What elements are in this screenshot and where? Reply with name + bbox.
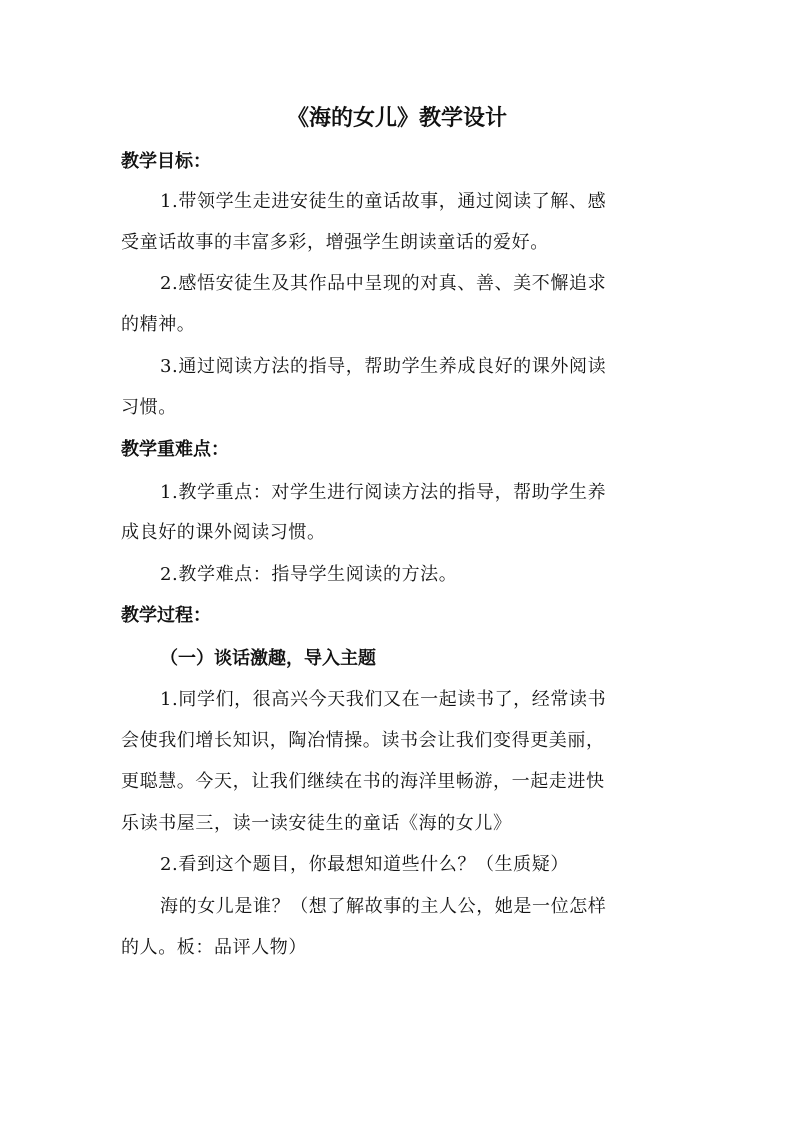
- process-para-3-line-1: 海的女儿是谁？（想了解故事的主人公，她是一位怎样: [160, 896, 607, 917]
- process-para-1-line-2: 会使我们增长知识，陶冶情操。读书会让我们变得更美丽，: [121, 730, 605, 751]
- document-title: 《海的女儿》教学设计: [286, 105, 507, 131]
- goal-3-line-2: 习惯。: [121, 397, 177, 418]
- goal-2-line-2: 的精神。: [121, 314, 196, 335]
- goal-1-line-1: 1.带领学生走进安徒生的童话故事，通过阅读了解、感: [160, 191, 607, 212]
- key-point-1-line-1: 1.教学重点：对学生进行阅读方法的指导，帮助学生养: [160, 482, 607, 503]
- process-para-1-line-3: 更聪慧。今天，让我们继续在书的海洋里畅游，一起走进快: [121, 771, 605, 792]
- process-subheading: （一）谈话激趣，导入主题: [160, 648, 376, 669]
- process-para-3-line-2: 的人。板：品评人物）: [121, 937, 307, 958]
- process-para-1-line-1: 1.同学们，很高兴今天我们又在一起读书了，经常读书: [160, 689, 607, 710]
- goals-heading: 教学目标：: [121, 151, 211, 172]
- key-points-heading: 教学重难点：: [121, 439, 229, 460]
- goal-3-line-1: 3.通过阅读方法的指导，帮助学生养成良好的课外阅读: [160, 356, 607, 377]
- key-point-2-line-1: 2.教学难点：指导学生阅读的方法。: [160, 564, 458, 585]
- process-heading: 教学过程：: [121, 605, 211, 626]
- process-para-1-line-4: 乐读书屋三，读一读安徒生的童话《海的女儿》: [121, 813, 512, 834]
- goal-1-line-2: 受童话故事的丰富多彩，增强学生朗读童话的爱好。: [121, 232, 549, 253]
- key-point-1-line-2: 成良好的课外阅读习惯。: [121, 522, 326, 543]
- goal-2-line-1: 2.感悟安徒生及其作品中呈现的对真、善、美不懈追求: [160, 273, 607, 294]
- process-para-2-line-1: 2.看到这个题目，你最想知道些什么？（生质疑）: [160, 854, 569, 875]
